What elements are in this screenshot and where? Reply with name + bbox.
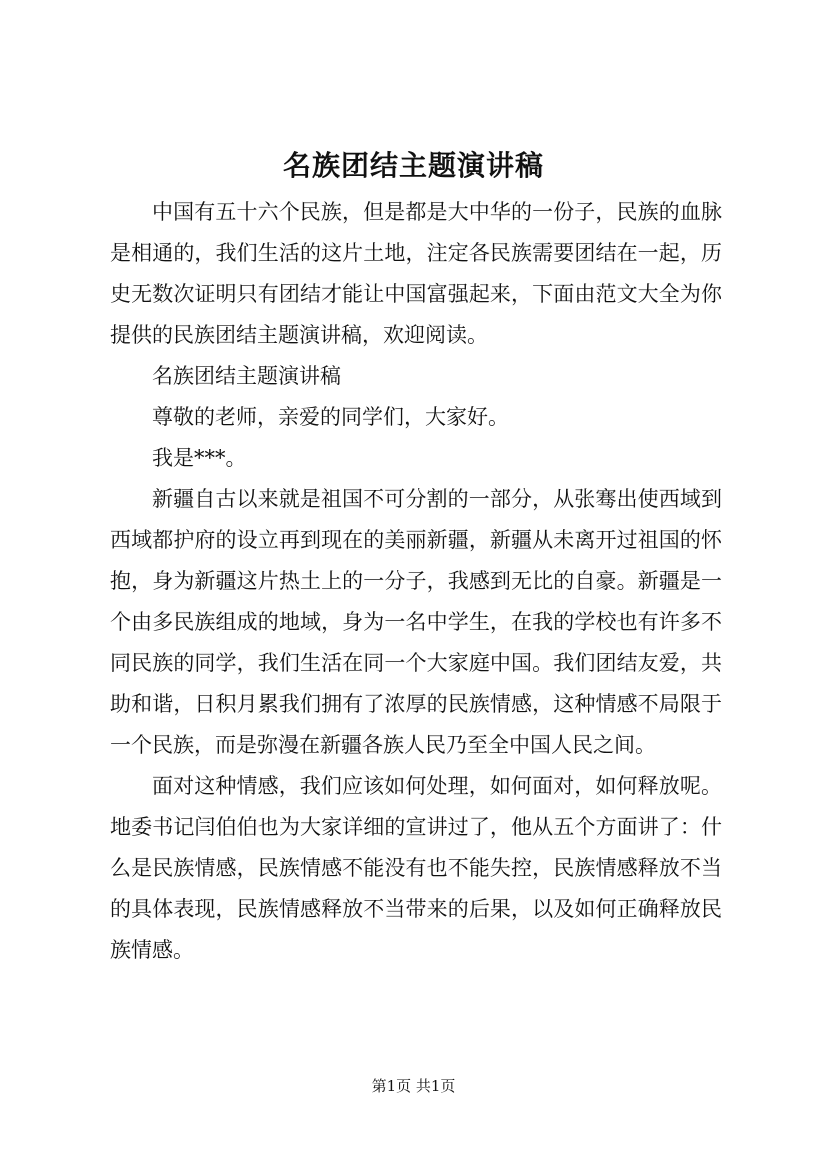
page-footer: 第1页 共1页 [371,1077,456,1095]
document-title: 名族团结主题演讲稿 [282,149,544,182]
document-body [110,192,722,971]
xinjiang-paragraph: 新疆自古以来就是祖国不可分割的一部分，从张骞出使西域到西域都护府的设立再到现在的美丽新疆，新疆从未离开过祖国的怀抱，身为新疆这片热土上的一分子，我感到无比的自豪。新疆是一个由多民族组成的地域，身为一名中学生，在我的学校也有许多不同民族的同学，我们生活在同一个大家庭中国。我们团结友爱，共助和谐，日积月累我们拥有了浓厚的民族情感，这种情感不局限于一个民族，而是弥漫在新疆各族人民乃至全中国人民之间。 [110,487,722,757]
self-introduction-paragraph: 我是***。 [152,446,247,470]
greeting-paragraph: 尊敬的老师，亲爱的同学们，大家好。 [152,405,509,429]
emotion-paragraph: 面对这种情感，我们应该如何处理，如何面对，如何释放呢。地委书记闫伯伯也为大家详细的宣讲过了，他从五个方面讲了：什么是民族情感，民族情感不能没有也不能失控，民族情感释放不当的具体表现，民族情感释放不当带来的后果，以及如何正确释放民族情感。 [110,774,722,962]
intro-paragraph: 中国有五十六个民族，但是都是大中华的一份子，民族的血脉是相通的，我们生活的这片土地，注定各民族需要团结在一起，历史无数次证明只有团结才能让中国富强起来，下面由范文大全为你提供的民族团结主题演讲稿，欢迎阅读。 [110,200,722,347]
subtitle-paragraph: 名族团结主题演讲稿 [152,364,341,388]
